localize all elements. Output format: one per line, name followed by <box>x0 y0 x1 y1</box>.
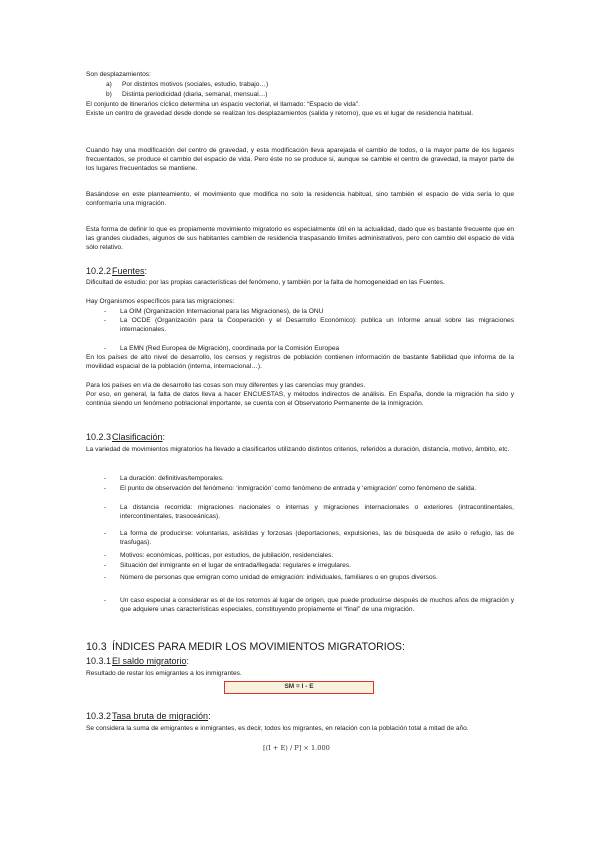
list-item <box>104 551 514 560</box>
paragraph: Esta forma de definir lo que es propiamente movimiento migratorio es especialmente útil en la actualidad, dado que es bastante frecuente que en las grandes ciudades, algunos de sus habitantes cambien de residencia traspasando límites administrativos, pero con cambio del espacio de vida sólo relativo. <box>86 226 514 252</box>
paragraph: Son desplazamientos: <box>86 71 151 78</box>
list-marker: b) <box>106 91 112 98</box>
list-dash: - <box>104 345 107 352</box>
paragraph: Basándose en este planteamiento, el movimiento que modifica no solo la residencia habitual, sino también el espacio de vida sería lo que conformaría una migración. <box>86 191 514 208</box>
heading-number: 10.3.1 <box>86 656 112 666</box>
list-item <box>104 344 514 353</box>
section-heading-tasa <box>86 711 211 722</box>
heading-title: Tasa bruta de migración <box>112 711 209 721</box>
heading-title: Fuentes <box>112 266 145 276</box>
list-item-text: La EMN (Red Europea de Migración), coordinada por la Comisión Europea <box>120 345 340 352</box>
list-item-text: La forma de producirse: voluntarias, asistidas y forzosas (deportaciones, expulsiones, las de búsqueda de asilo o refugio, las de trasfugas). <box>120 530 514 547</box>
list-item <box>104 573 514 582</box>
paragraph: Hay Organismos específicos para las migraciones: <box>86 298 235 305</box>
list-item-text: Un caso especial a considerar es el de los retornos al lugar de origen, que puede producirse después de muchos años de migración y que adquiere unas características especiales, constituyendo propiamente el “final” de una migración. <box>120 597 514 614</box>
heading-suffix: : <box>186 656 190 666</box>
paragraph: Por eso, en general, la falta de datos lleva a hacer ENCUESTAS, y métodos indirectos de análisis. En España, donde la migración ha sido y continúa siendo un fenómeno poblacional importante, se cuenta con el Observatorio Permanente de la Inmigración. <box>86 391 514 408</box>
list-item <box>104 316 514 334</box>
paragraph: Para los países en vía de desarrollo las cosas son muy diferentes y las carencias muy grandes. <box>86 382 366 389</box>
list-item-text: La OCDE (Organización para la Cooperación y el Desarrollo Económico): publica un Informe anual sobre las migraciones internacionales. <box>120 317 514 334</box>
section-heading-clasificacion <box>86 432 165 443</box>
list-item <box>104 529 514 547</box>
heading-suffix: : <box>162 432 166 442</box>
paragraph: El conjunto de itinerarios cíclico determina un espacio vectorial, el llamado: “Espacio de vida”. <box>86 101 360 108</box>
list-marker: a) <box>106 81 112 88</box>
section-heading-fuentes <box>86 266 147 277</box>
heading-title: El saldo migratorio <box>112 656 187 666</box>
formula-saldo-box: SM = I - E <box>224 681 374 694</box>
heading-number: 10.2.3 <box>86 432 112 442</box>
list-item-text: Por distintos motivos (sociales, estudio, trabajo…) <box>122 81 269 88</box>
heading-suffix: : <box>208 711 211 721</box>
list-dash: - <box>104 574 107 581</box>
formula-tasa: [(I + E) / P] × 1.000 <box>263 744 330 752</box>
list-item-text: Situación del inmigrante en el lugar de entrada/llegada: regulares e irregulares. <box>120 562 351 569</box>
paragraph: Cuando hay una modificación del centro de gravedad, y esta modificación lleva aparejada el cambio de todos, o la mayor parte de los lugares frecuentados, se produce el cambio del espacio de vida. Pero éste no se produce si, aunque se cambie el centro de gravedad, la mayor parte de los lugares frecuentados se mantiene. <box>86 147 514 173</box>
list-dash: - <box>104 485 107 492</box>
list-item-text: Motivos: económicas, políticas, por estudios, de jubilación, residenciales. <box>120 552 334 559</box>
heading-suffix: : <box>144 266 148 276</box>
list-dash: - <box>104 552 107 559</box>
list-item <box>104 561 514 570</box>
paragraph: En los países de alto nivel de desarrollo, los censos y registros de población contienen información de bastante fiabilidad que informa de la movilidad espacial de la población (interna, internacional…). <box>86 354 514 371</box>
list-dash: - <box>104 530 107 537</box>
list-item-text: La duración: definitivas/temporales. <box>120 475 224 482</box>
paragraph: Existe un centro de gravedad desde donde se realizan los desplazamientos (salida y retorno), que es el lugar de residencia habitual. <box>86 110 474 117</box>
list-item-text: Número de personas que emigran como unidad de emigración: individuales, familiares o en grupos diversos. <box>120 574 438 581</box>
list-item-text: La distancia recorrida: migraciones nacionales o internas y migraciones internacionales o exteriores (intracontinentales, intercontinentales, trasoceánicas). <box>120 504 514 521</box>
list-item <box>106 90 406 100</box>
list-item <box>104 596 514 614</box>
heading-title: ÍNDICES PARA MEDIR LOS MOVIMIENTOS MIGRATORIOS: <box>112 641 405 653</box>
list-dash: - <box>104 597 107 604</box>
paragraph: La variedad de movimientos migratorios ha llevado a clasificarlos utilizando distintos criterios, referidos a duración, distancia, motivo, ámbito, etc. <box>86 446 510 453</box>
list-item <box>104 484 514 493</box>
list-item-text: El punto de observación del fenómeno: ‘inmigración’ como fenómeno de entrada y ‘emigración’ como fenómeno de salida. <box>120 485 477 492</box>
paragraph: Dificultad de estudio: por las propias características del fenómeno, y también por la falta de homogeneidad en las Fuentes. <box>86 279 445 286</box>
list-item <box>104 503 514 521</box>
list-dash: - <box>104 475 107 482</box>
list-item <box>104 307 514 316</box>
list-dash: - <box>104 308 107 315</box>
list-dash: - <box>104 504 107 511</box>
paragraph: Se considera la suma de emigrantes e inmigrantes, es decir, todos los migrantes, en relación con la población total a mitad de año. <box>86 725 469 732</box>
list-item-text: Distinta periodicidad (diaria, semanal, mensual…) <box>122 91 268 98</box>
list-item <box>106 80 406 90</box>
heading-number: 10.3.2 <box>86 711 112 721</box>
list-dash: - <box>104 562 107 569</box>
list-dash: - <box>104 317 107 324</box>
section-heading-saldo <box>86 656 189 667</box>
heading-title: Clasificación <box>112 432 163 442</box>
paragraph: Resultado de restar los emigrantes a los inmigrantes. <box>86 670 242 677</box>
section-heading-indices <box>86 641 405 653</box>
heading-number: 10.3 <box>86 641 107 653</box>
heading-number: 10.2.2 <box>86 266 112 276</box>
list-item-text: La OIM (Organización Internacional para las Migraciones), de la ONU <box>120 308 324 315</box>
list-item <box>104 474 514 483</box>
